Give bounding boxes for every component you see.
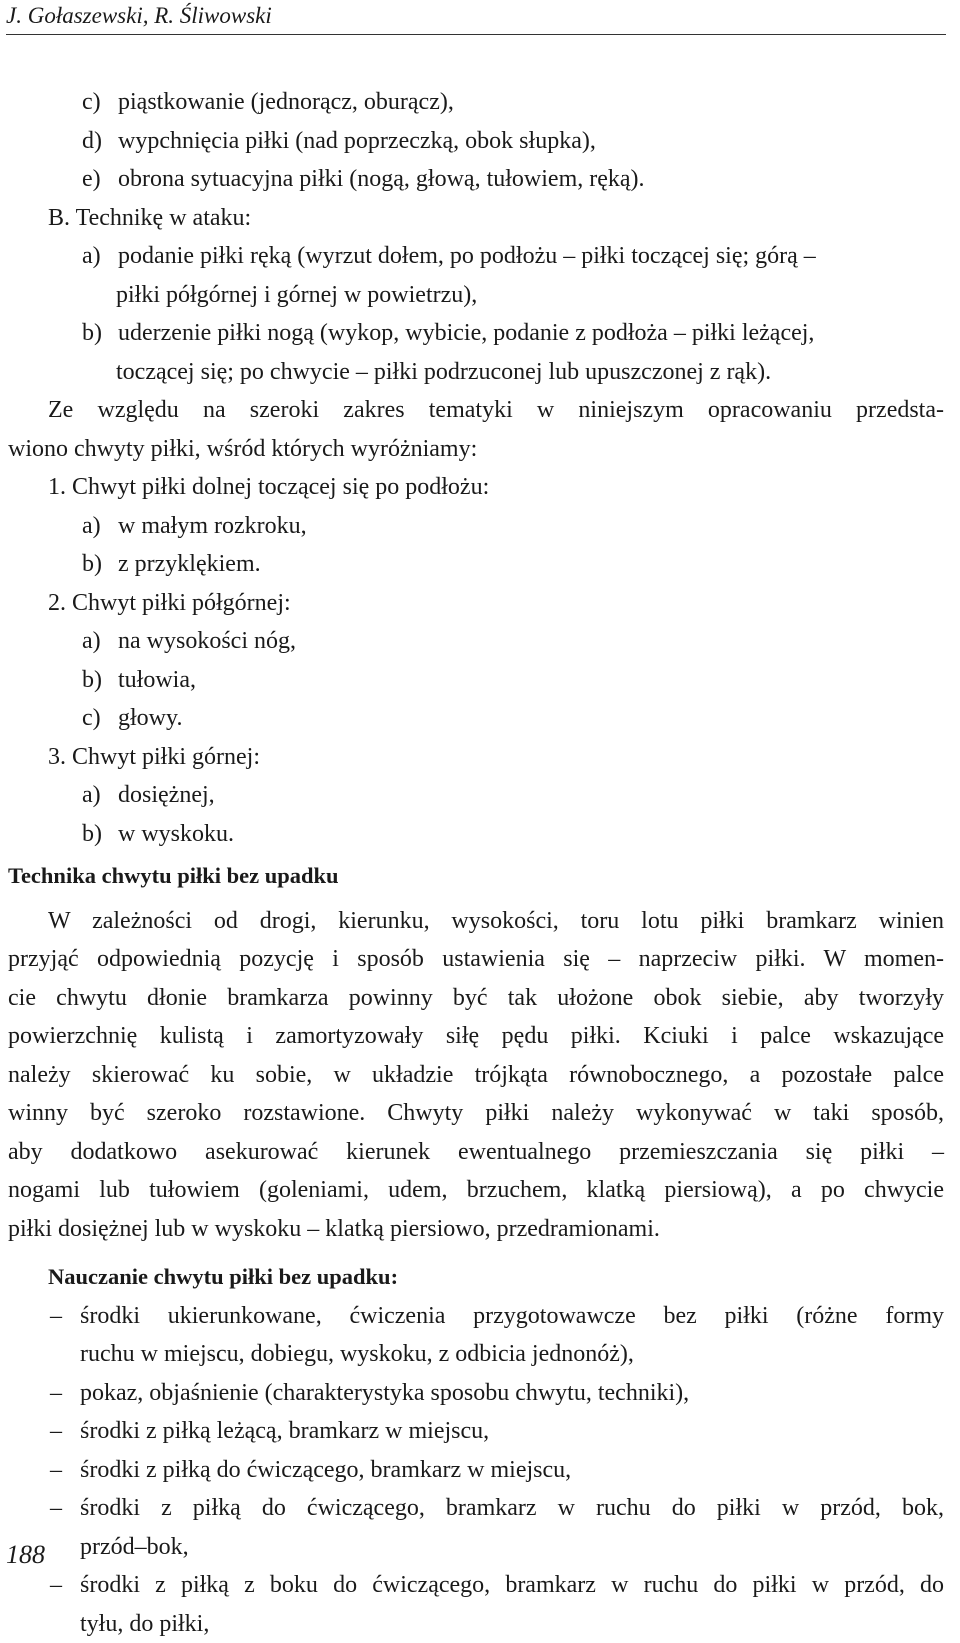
intro-paragraph: Ze względu na szeroki zakres tematyki w niniejszym opracowaniu przedsta- wiono chwyty piłki, wśród których wyróżniamy: bbox=[8, 397, 944, 462]
list-item: e) obrona sytuacyjna piłki (nogą, głową, tułowiem, ręką). bbox=[82, 166, 645, 192]
running-head bbox=[6, 2, 946, 35]
dash-bullet: – bbox=[50, 1456, 62, 1483]
list-item: c) głowy. bbox=[82, 705, 183, 731]
dash-bullet: – bbox=[50, 1302, 62, 1329]
running-head-text: J. Gołaszewski, R. Śliwowski bbox=[6, 3, 272, 28]
list-item: b) z przyklękiem. bbox=[82, 551, 261, 577]
list-item: – środki z piłką leżącą, bramkarz w miejscu, bbox=[8, 1412, 944, 1451]
dash-bullet: – bbox=[50, 1495, 62, 1521]
list-item: a) na wysokości nóg, bbox=[82, 628, 296, 654]
grip-title: 3. Chwyt piłki górnej: bbox=[48, 743, 260, 770]
list-item: b) uderzenie piłki nogą (wykop, wybicie, podanie z podłoża – piłki leżącej, bbox=[82, 320, 815, 346]
list-item: c) piąstkowanie (jednorącz, oburącz), bbox=[82, 89, 454, 115]
dash-bullet: – bbox=[50, 1379, 62, 1406]
list-item: – środki z piłką do ćwiczącego, bramkarz w ruchu do piłki w przód, bok, przód–bok, bbox=[8, 1489, 944, 1566]
list-item: d) wypchnięcia piłki (nad poprzeczką, obok słupka), bbox=[82, 127, 596, 154]
list-item: a) w małym rozkroku, bbox=[82, 512, 307, 539]
page-body bbox=[8, 83, 944, 1643]
list-item: – środki z piłką z boku do ćwiczącego, bramkarz w ruchu do piłki w przód, do tyłu, do piłki, bbox=[8, 1566, 944, 1643]
list-item-continuation: piłki półgórnej i górnej w powietrzu), bbox=[116, 281, 478, 308]
list-item: – środki z piłką do ćwiczącego, bramkarz w miejscu, bbox=[8, 1451, 944, 1490]
list-item: – środki ukierunkowane, ćwiczenia przygotowawcze bez piłki (różne formy ruchu w miejscu, dobiegu, wyskoku, z odbicia jednonóż), bbox=[8, 1297, 944, 1374]
main-paragraph: W zależności od drogi, kierunku, wysokości, toru lotu piłki bramkarz winien przyjąć odpowiednią pozycję i sposób ustawienia się – naprzeciw piłki. W momen- cie chwytu dłonie bramkarza powinny być tak ułożone obok siebie, aby tworzyły powierzchnię kulistą i zamortyzowały siłę pędu piłki. Kciuki i palce wskazujące należy skierować ku sobie, w układzie trójkąta równobocznego, a pozostałe palce winny być szeroko rozstawione. Chwyty piłki należy wykonywać w taki sposób, aby dodatkowo asekurować kierunek ewentualnego przemieszczania się piłki – nogami lub tułowiem (goleniami, udem, brzuchem, klatką piersiową), a po chwycie piłki dosiężnej lub w wyskoku – klatką piersiowo, przedramionami. bbox=[8, 907, 944, 1242]
page-number: 188 bbox=[6, 1540, 45, 1569]
list-item: a) dosiężnej, bbox=[82, 782, 215, 808]
subsection-heading: Nauczanie chwytu piłki bez upadku: bbox=[48, 1264, 399, 1289]
dash-bullet: – bbox=[50, 1572, 62, 1598]
list-item: – pokaz, objaśnienie (charakterystyka sposobu chwytu, techniki), bbox=[8, 1374, 944, 1413]
grip-title: 1. Chwyt piłki dolnej toczącej się po podłożu: bbox=[48, 474, 490, 500]
list-item-continuation: toczącej się; po chwycie – piłki podrzuconej lub upuszczonej z rąk). bbox=[116, 358, 772, 385]
section-b-title: B. Technikę w ataku: bbox=[48, 204, 252, 231]
list-item: a) podanie piłki ręką (wyrzut dołem, po podłożu – piłki toczącej się; górą – bbox=[82, 243, 816, 269]
grip-title: 2. Chwyt piłki półgórnej: bbox=[48, 589, 291, 616]
list-item: b) w wyskoku. bbox=[82, 820, 235, 847]
section-heading: Technika chwytu piłki bez upadku bbox=[8, 863, 339, 888]
dash-bullet: – bbox=[50, 1418, 62, 1444]
list-item: b) tułowia, bbox=[82, 666, 196, 693]
